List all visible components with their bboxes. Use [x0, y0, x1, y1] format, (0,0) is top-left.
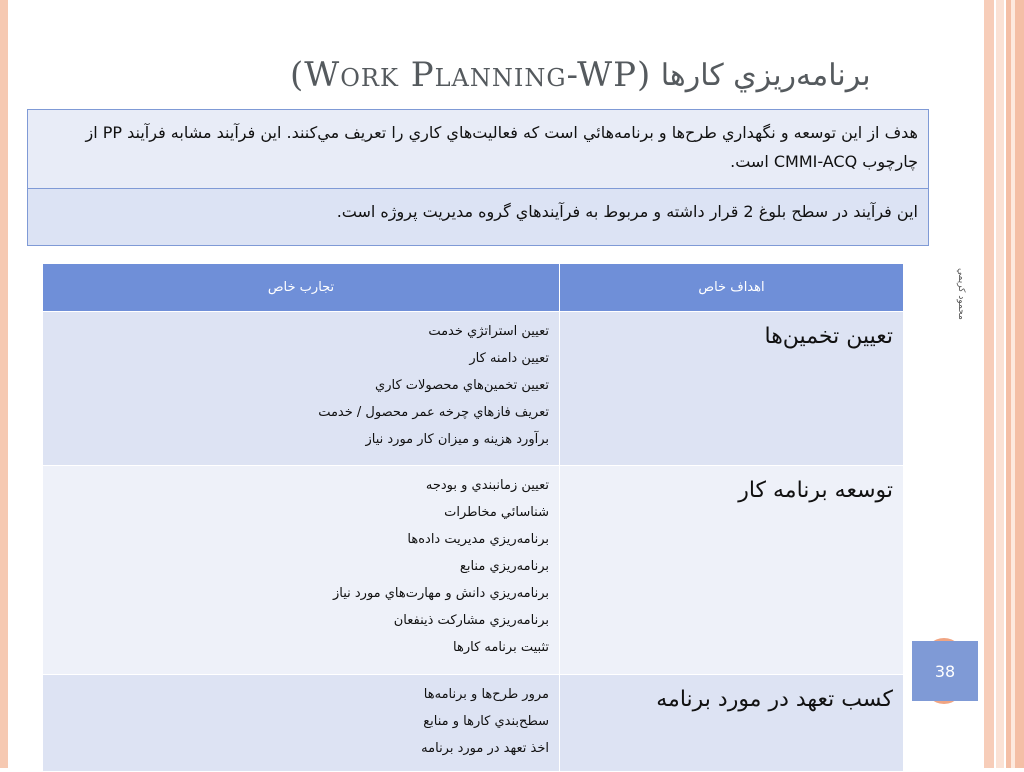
practice-item: تعريف فازهاي چرخه عمر محصول / خدمت: [318, 405, 549, 420]
header-practices: تجارب خاص: [43, 264, 560, 312]
practice-item: برنامه‌ريزي مديريت داده‌ها: [407, 532, 549, 547]
practice-item: تعيين استراتژي خدمت: [428, 324, 549, 339]
practice-item: برنامه‌ريزي دانش و مهارت‌هاي مورد نياز: [332, 586, 549, 601]
right-decor-stripe: [1011, 0, 1015, 768]
practice-item: مرور طرح‌ها و برنامه‌ها: [423, 687, 549, 702]
intro-box: [27, 109, 929, 246]
practices-cell: [43, 466, 560, 675]
practice-item: تعيين زمانبندي و بودجه: [425, 478, 549, 493]
practices-cell: [43, 675, 560, 772]
goal-cell: تعيين تخمين‌ها: [560, 312, 904, 466]
header-goals: اهداف خاص: [560, 264, 904, 312]
table-header-row: [43, 264, 904, 312]
right-decor-stripe: [984, 0, 994, 768]
goals-practices-table: [42, 263, 904, 772]
practice-item: سطح‌بندي کارها و منابع: [423, 714, 549, 729]
intro-maturity: اين فرآيند در سطح بلوغ 2 قرار داشته و مربوط به فرآيندهاي گروه مديريت پروژه است.: [28, 189, 928, 245]
author-label: محمود کريمي: [956, 268, 966, 320]
title-persian: برنامه‌ريزي کارها: [660, 57, 871, 93]
slide-title: [290, 50, 930, 100]
intro-purpose: هدف از اين توسعه و نگهداري طرح‌ها و برنامه‌هائي است که فعاليت‌هاي کاري را تعريف مي‌کنند. اين فرآيند مشابه فرآيند PP از چارچوب CMMI-ACQ است.: [28, 110, 928, 189]
goal-cell: توسعه برنامه کار: [560, 466, 904, 675]
title-english: (Work Planning-WP): [290, 55, 652, 95]
practice-item: تعيين دامنه کار: [469, 351, 549, 366]
practices-cell: [43, 312, 560, 466]
practice-item: اخذ تعهد در مورد برنامه: [421, 741, 549, 756]
goal-cell: کسب تعهد در مورد برنامه: [560, 675, 904, 772]
table-row: [43, 675, 904, 772]
left-decor-stripe: [0, 0, 8, 768]
page-number: 38: [912, 641, 978, 701]
right-decor-stripe: [996, 0, 1004, 768]
practice-item: تعيين تخمين‌هاي محصولات کاري: [375, 378, 549, 393]
table-row: [43, 466, 904, 675]
practice-item: برنامه‌ريزي منابع: [459, 559, 549, 574]
right-decor-stripe: [1006, 0, 1024, 768]
table-row: [43, 312, 904, 466]
practice-item: شناسائي مخاطرات: [444, 505, 549, 520]
practice-item: برآورد هزينه و ميزان کار مورد نياز: [365, 432, 549, 447]
practice-item: برنامه‌ريزي مشارکت ذينفعان: [393, 613, 549, 628]
practice-item: تثبيت برنامه کارها: [453, 640, 549, 655]
